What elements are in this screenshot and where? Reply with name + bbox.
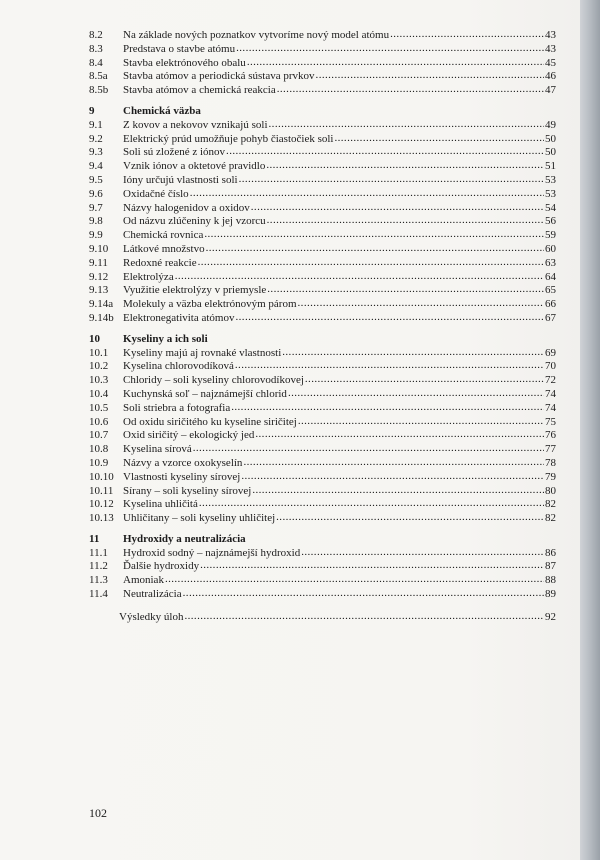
- dot-leader: [288, 387, 544, 401]
- entry-title: Kyselina chlorovodíková: [123, 360, 234, 373]
- toc-entry: [89, 429, 556, 443]
- entry-number: 10.7: [89, 429, 109, 442]
- entry-title: Predstava o stavbe atómu: [123, 42, 236, 55]
- dot-leader: [231, 401, 544, 415]
- dot-leader: [282, 346, 544, 360]
- toc-group-chapter-8: [89, 29, 556, 98]
- entry-number: 9.5: [89, 173, 103, 186]
- entry-number: 11.2: [89, 560, 108, 573]
- table-of-contents: [89, 29, 556, 625]
- entry-title: Názvy a vzorce oxokyselín: [123, 456, 243, 469]
- entry-page: 45: [545, 56, 556, 69]
- dot-leader: [235, 359, 544, 373]
- entry-title: Elektrický prúd umožňuje pohyb čiastočiek soli: [123, 132, 334, 145]
- toc-entry: [89, 202, 556, 216]
- entry-page: 75: [545, 415, 556, 428]
- toc-entry: [89, 146, 556, 160]
- dot-leader: [277, 83, 544, 97]
- entry-title: Vlastnosti kyseliny sírovej: [123, 470, 241, 483]
- entry-page: 43: [545, 42, 556, 55]
- entry-page: 79: [545, 470, 556, 483]
- entry-page: 88: [545, 574, 556, 587]
- entry-number: 10.9: [89, 456, 109, 469]
- entry-title: Kyselina sírová: [123, 443, 192, 456]
- entry-page: 82: [545, 498, 556, 511]
- entry-page: 64: [545, 270, 556, 283]
- dot-leader: [247, 56, 544, 70]
- dot-leader: [269, 118, 544, 132]
- toc-entry: [89, 160, 556, 174]
- entry-number: 8.2: [89, 29, 103, 41]
- entry-page: 65: [545, 284, 556, 297]
- entry-number: 8.4: [89, 56, 103, 69]
- dot-leader: [267, 283, 544, 297]
- entry-page: 43: [545, 29, 556, 41]
- toc-entry: [89, 588, 556, 602]
- toc-entry: [89, 498, 556, 512]
- dot-leader: [298, 415, 544, 429]
- dot-leader: [190, 187, 544, 201]
- entry-number: 9.9: [89, 229, 103, 242]
- entry-title: Stavba atómov a periodická sústava prvkov: [123, 70, 315, 83]
- entry-title: Využitie elektrolýzy v priemysle: [123, 284, 267, 297]
- entry-number: 10.8: [89, 443, 109, 456]
- entry-number: 10.10: [89, 470, 114, 483]
- entry-title: Kuchynská soľ – najznámejší chlorid: [123, 387, 287, 400]
- entry-title: Chemická rovnica: [123, 229, 204, 242]
- entry-page: 76: [545, 429, 556, 442]
- entry-title: Od názvu zlúčeniny k jej vzorcu: [123, 215, 266, 228]
- toc-entry: [89, 574, 556, 588]
- entry-number: 9.6: [89, 187, 103, 200]
- entry-title: Kyselina uhličitá: [123, 498, 198, 511]
- toc-entry: [89, 133, 556, 147]
- dot-leader: [390, 28, 544, 42]
- toc-entry: [89, 402, 556, 416]
- entry-page: 74: [545, 387, 556, 400]
- chapter-heading-9: [89, 105, 556, 119]
- chapter-heading-10: [89, 333, 556, 347]
- entry-number: 9.7: [89, 201, 103, 214]
- toc-entry: [89, 298, 556, 312]
- entry-number: 11.1: [89, 546, 108, 559]
- entry-number: 8.5b: [89, 84, 109, 97]
- toc-group-chapter-10: [89, 347, 556, 526]
- entry-number: 10.6: [89, 415, 109, 428]
- entry-number: 9.12: [89, 270, 109, 283]
- entry-number: 9.4: [89, 160, 103, 173]
- entry-number: 8.3: [89, 42, 103, 55]
- chapter-heading-11: [89, 533, 556, 547]
- entry-number: 10.13: [89, 512, 114, 525]
- entry-title: Soli sú zložené z iónov: [123, 146, 226, 159]
- entry-number: 8.5a: [89, 70, 108, 83]
- dot-leader: [298, 297, 544, 311]
- entry-number: 9.3: [89, 146, 103, 159]
- entry-title: Hydroxid sodný – najznámejší hydroxid: [123, 546, 301, 559]
- entry-number: 9.8: [89, 215, 103, 228]
- dot-leader: [183, 587, 544, 601]
- entry-title: Ióny určujú vlastnosti soli: [123, 173, 238, 186]
- dot-leader: [334, 132, 544, 146]
- entry-page: 74: [545, 401, 556, 414]
- dot-leader: [301, 546, 544, 560]
- entry-title: Redoxné reakcie: [123, 256, 197, 269]
- entry-title: Stavba elektrónového obalu: [123, 56, 246, 69]
- entry-page: 51: [545, 160, 556, 173]
- entry-title: Názvy halogenidov a oxidov: [123, 201, 250, 214]
- toc-entry: [89, 257, 556, 271]
- dot-leader: [276, 511, 544, 525]
- entry-page: 60: [545, 242, 556, 255]
- dot-leader: [255, 428, 544, 442]
- toc-entry: [89, 471, 556, 485]
- entry-number: 9.10: [89, 242, 109, 255]
- entry-title: Výsledky úloh: [119, 610, 184, 623]
- entry-number: 9.11: [89, 256, 108, 269]
- toc-entry: [89, 29, 556, 43]
- toc-entry: [89, 84, 556, 98]
- dot-leader: [200, 559, 544, 573]
- entry-title: Elektronegativita atómov: [123, 311, 235, 324]
- dot-leader: [252, 484, 544, 498]
- entry-page: 56: [545, 215, 556, 228]
- dot-leader: [251, 201, 544, 215]
- dot-leader: [175, 270, 544, 284]
- entry-page: 47: [545, 84, 556, 97]
- book-gutter: [580, 0, 600, 860]
- entry-number: 10.11: [89, 484, 114, 497]
- entry-page: 67: [545, 311, 556, 324]
- dot-leader: [316, 69, 544, 83]
- entry-title: Od oxidu siričitého ku kyseline siričitej: [123, 415, 297, 428]
- entry-page: 63: [545, 256, 556, 269]
- dot-leader: [206, 242, 544, 256]
- toc-entry: [89, 388, 556, 402]
- entry-number: 10.4: [89, 387, 109, 400]
- dot-leader: [184, 610, 544, 624]
- toc-entry: [89, 174, 556, 188]
- toc-entry: [89, 485, 556, 499]
- entry-title: Z kovov a nekovov vznikajú soli: [123, 118, 268, 131]
- toc-entry: [89, 271, 556, 285]
- toc-entry: [89, 374, 556, 388]
- chapter-title: Kyseliny a ich soli: [123, 332, 208, 345]
- chapter-number: 9: [89, 104, 95, 117]
- dot-leader: [226, 145, 544, 159]
- toc-group-chapter-11: [89, 547, 556, 602]
- toc-entry: [89, 57, 556, 71]
- entry-number: 10.1: [89, 346, 109, 359]
- entry-page: 50: [545, 132, 556, 145]
- entry-number: 9.14a: [89, 298, 114, 311]
- toc-entry: [89, 416, 556, 430]
- entry-title: Chloridy – soli kyseliny chlorovodíkovej: [123, 374, 304, 387]
- entry-number: 10.2: [89, 360, 109, 373]
- entry-title: Ďalšie hydroxidy: [123, 560, 200, 573]
- entry-title: Látkové množstvo: [123, 242, 205, 255]
- dot-leader: [165, 573, 544, 587]
- toc-entry: [89, 512, 556, 526]
- entry-title: Sírany – soli kyseliny sírovej: [123, 484, 252, 497]
- dot-leader: [266, 159, 544, 173]
- chapter-number: 11: [89, 532, 100, 545]
- dot-leader: [236, 42, 544, 56]
- toc-entry: [89, 215, 556, 229]
- entry-number: 11.3: [89, 574, 108, 587]
- toc-entry: [89, 443, 556, 457]
- entry-number: 10.3: [89, 374, 109, 387]
- toc-entry: [89, 547, 556, 561]
- chapter-title: Chemická väzba: [123, 104, 201, 117]
- toc-entry: [89, 312, 556, 326]
- entry-number: 11.4: [89, 588, 108, 601]
- dot-leader: [239, 173, 544, 187]
- toc-entry: [89, 560, 556, 574]
- entry-page: 86: [545, 546, 556, 559]
- entry-page: 77: [545, 443, 556, 456]
- toc-entry-results: [89, 611, 556, 625]
- entry-title: Na základe nových poznatkov vytvoríme nový model atómu: [123, 29, 390, 41]
- dot-leader: [198, 256, 544, 270]
- entry-page: 72: [545, 374, 556, 387]
- toc-entry: [89, 43, 556, 57]
- entry-title: Kyseliny majú aj rovnaké vlastnosti: [123, 346, 282, 359]
- dot-leader: [241, 470, 544, 484]
- entry-title: Neutralizácia: [123, 588, 182, 601]
- dot-leader: [243, 456, 544, 470]
- entry-title: Vznik iónov a oktetové pravidlo: [123, 160, 266, 173]
- entry-title: Soli striebra a fotografia: [123, 401, 231, 414]
- entry-title: Elektrolýza: [123, 270, 174, 283]
- toc-entry: [89, 119, 556, 133]
- toc-entry: [89, 457, 556, 471]
- toc-entry: [89, 243, 556, 257]
- entry-page: 69: [545, 346, 556, 359]
- entry-page: 70: [545, 360, 556, 373]
- entry-page: 87: [545, 560, 556, 573]
- entry-title: Amoniak: [123, 574, 164, 587]
- entry-page: 66: [545, 298, 556, 311]
- entry-page: 53: [545, 173, 556, 186]
- entry-title: Uhličitany – soli kyseliny uhličitej: [123, 512, 276, 525]
- toc-entry: [89, 188, 556, 202]
- entry-number: 10.12: [89, 498, 114, 511]
- toc-entry: [89, 229, 556, 243]
- dot-leader: [267, 214, 544, 228]
- toc-group-chapter-9: [89, 119, 556, 326]
- entry-page: 54: [545, 201, 556, 214]
- entry-page: 82: [545, 512, 556, 525]
- dot-leader: [236, 311, 545, 325]
- toc-entry: [89, 347, 556, 361]
- entry-page: 92: [545, 610, 556, 623]
- toc-entry: [89, 360, 556, 374]
- dot-leader: [305, 373, 544, 387]
- chapter-number: 10: [89, 332, 100, 345]
- entry-page: 80: [545, 484, 556, 497]
- page-number: 102: [89, 806, 107, 820]
- entry-number: 10.5: [89, 401, 109, 414]
- entry-title: Molekuly a väzba elektrónovým párom: [123, 298, 297, 311]
- entry-page: 50: [545, 146, 556, 159]
- entry-page: 78: [545, 456, 556, 469]
- dot-leader: [204, 228, 544, 242]
- entry-number: 9.1: [89, 118, 103, 131]
- entry-page: 49: [545, 118, 556, 131]
- toc-entry: [89, 284, 556, 298]
- entry-number: 9.13: [89, 284, 109, 297]
- entry-number: 9.14b: [89, 311, 114, 324]
- entry-page: 53: [545, 187, 556, 200]
- entry-page: 59: [545, 229, 556, 242]
- chapter-title: Hydroxidy a neutralizácia: [123, 532, 246, 545]
- entry-title: Stavba atómov a chemická reakcia: [123, 84, 276, 97]
- entry-page: 46: [545, 70, 556, 83]
- dot-leader: [193, 442, 544, 456]
- toc-entry: [89, 70, 556, 84]
- entry-title: Oxidačné číslo: [123, 187, 189, 200]
- dot-leader: [199, 497, 544, 511]
- entry-page: 89: [545, 588, 556, 601]
- entry-title: Oxid siričitý – ekologický jed: [123, 429, 255, 442]
- entry-number: 9.2: [89, 132, 103, 145]
